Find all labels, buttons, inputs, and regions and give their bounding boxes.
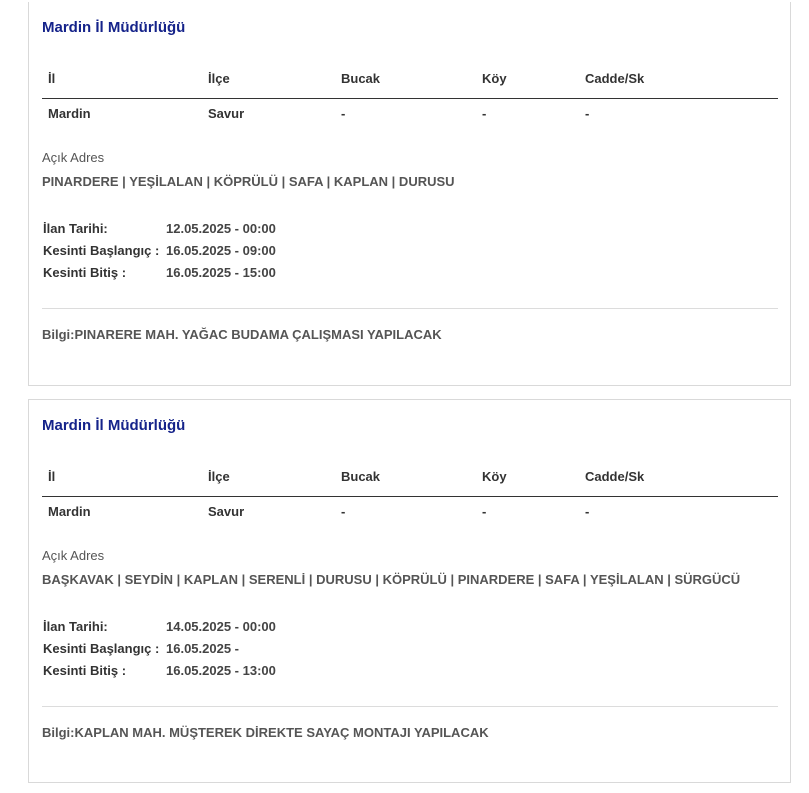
- header-il: İl: [48, 469, 56, 484]
- header-ilce: İlçe: [208, 469, 230, 484]
- outage-end-value: 16.05.2025 - 13:00: [166, 663, 276, 678]
- header-bucak: Bucak: [341, 71, 381, 86]
- address-label: Açık Adres: [42, 150, 105, 165]
- notice-title: Mardin İl Müdürlüğü: [42, 417, 186, 434]
- address-value: BAŞKAVAK | SEYDİN | KAPLAN | SERENLİ | DURUSU | KÖPRÜLÜ | PINARDERE | SAFA | YEŞİLALAN | SÜRGÜCÜ: [42, 572, 741, 587]
- table-header-row: [42, 469, 778, 489]
- cell-ilce: Savur: [208, 106, 245, 121]
- table-header-divider: [42, 98, 778, 99]
- notice-title: Mardin İl Müdürlüğü: [42, 19, 186, 36]
- header-koy: Köy: [482, 469, 507, 484]
- header-il: İl: [48, 71, 56, 86]
- header-bucak: Bucak: [341, 469, 381, 484]
- cell-cadde: -: [585, 106, 590, 121]
- announcement-date-value: 12.05.2025 - 00:00: [166, 221, 276, 236]
- cell-il: Mardin: [48, 504, 91, 519]
- announcement-date-value: 14.05.2025 - 00:00: [166, 619, 276, 634]
- cell-koy: -: [482, 106, 487, 121]
- outage-end-value: 16.05.2025 - 15:00: [166, 265, 276, 280]
- table-row: [42, 106, 778, 126]
- cell-bucak: -: [341, 504, 346, 519]
- header-cadde: Cadde/Sk: [585, 71, 645, 86]
- outage-start-value: 16.05.2025 - 09:00: [166, 243, 276, 258]
- notice-info: Bilgi:PINARERE MAH. YAĞAC BUDAMA ÇALIŞMASI YAPILACAK: [42, 327, 442, 342]
- announcement-date-label: İlan Tarihi:: [43, 619, 108, 634]
- outage-start-label: Kesinti Başlangıç :: [43, 243, 160, 258]
- cell-bucak: -: [341, 106, 346, 121]
- outage-notice-card: [28, 399, 791, 783]
- table-header-row: [42, 71, 778, 91]
- header-ilce: İlçe: [208, 71, 230, 86]
- cell-koy: -: [482, 504, 487, 519]
- table-header-divider: [42, 496, 778, 497]
- header-koy: Köy: [482, 71, 507, 86]
- table-row: [42, 504, 778, 524]
- notice-info: Bilgi:KAPLAN MAH. MÜŞTEREK DİREKTE SAYAÇ MONTAJI YAPILACAK: [42, 725, 489, 740]
- section-divider: [42, 706, 778, 707]
- address-value: PINARDERE | YEŞİLALAN | KÖPRÜLÜ | SAFA | KAPLAN | DURUSU: [42, 174, 455, 189]
- cell-il: Mardin: [48, 106, 91, 121]
- outage-end-label: Kesinti Bitiş :: [43, 265, 127, 280]
- announcement-date-label: İlan Tarihi:: [43, 221, 108, 236]
- outage-notice-card: [28, 2, 791, 386]
- section-divider: [42, 308, 778, 309]
- outage-end-label: Kesinti Bitiş :: [43, 663, 127, 678]
- outage-start-value: 16.05.2025 -: [166, 641, 240, 656]
- outage-start-label: Kesinti Başlangıç :: [43, 641, 160, 656]
- cell-ilce: Savur: [208, 504, 245, 519]
- address-label: Açık Adres: [42, 548, 105, 563]
- cell-cadde: -: [585, 504, 590, 519]
- header-cadde: Cadde/Sk: [585, 469, 645, 484]
